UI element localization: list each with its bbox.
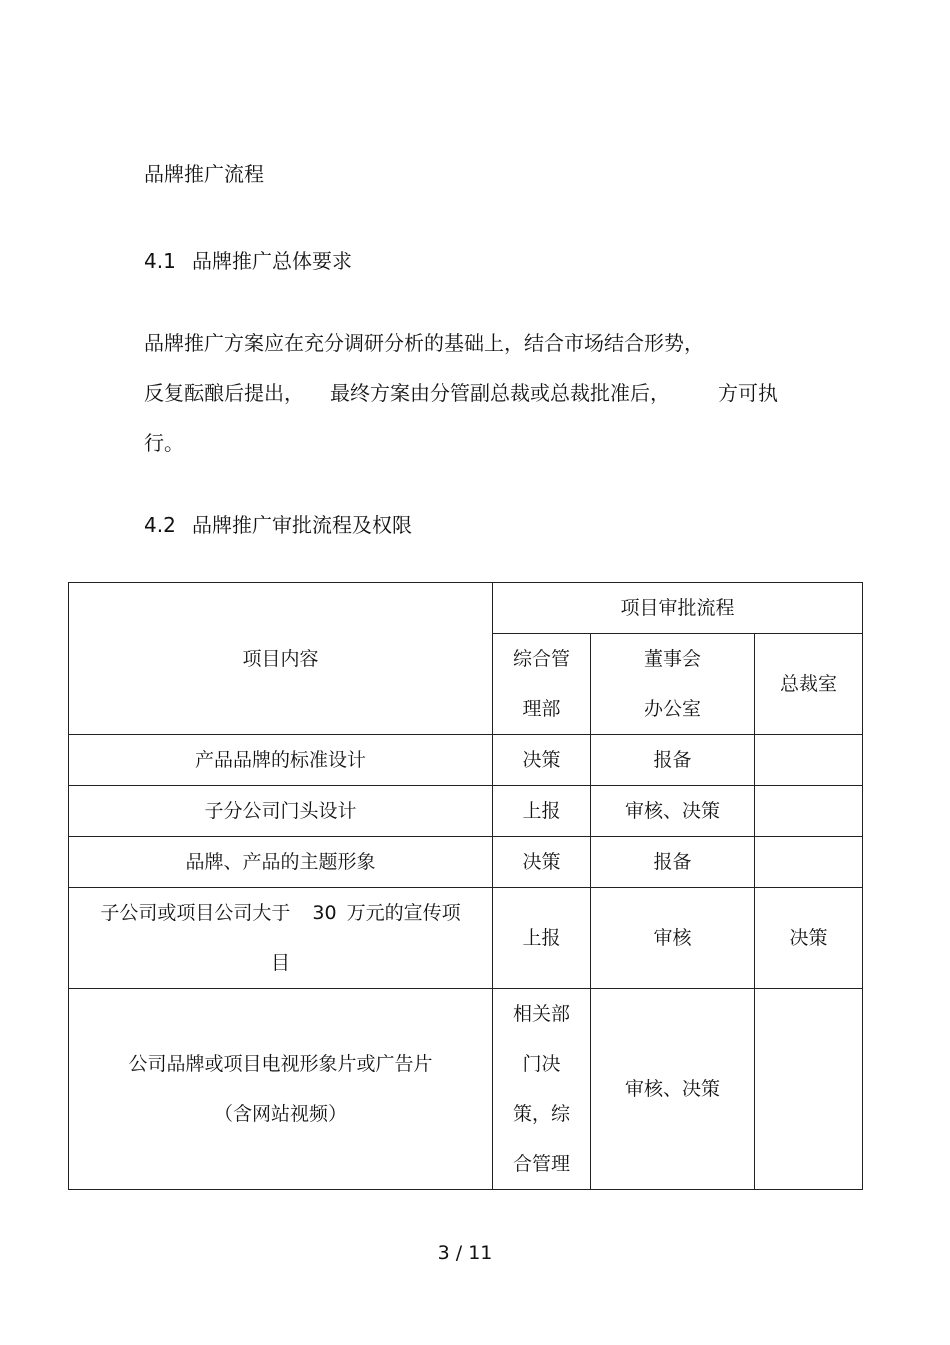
header-dept-board-office: 董事会 办公室: [591, 634, 755, 735]
paragraph-line-2: [144, 381, 778, 405]
section-number: 4.2: [144, 513, 176, 537]
table-row: [69, 989, 863, 1190]
section-title: 品牌推广总体要求: [192, 249, 352, 273]
table-row: [69, 888, 863, 989]
table-row: [69, 837, 863, 888]
table-row: [69, 786, 863, 837]
cell-dept3: [755, 989, 863, 1190]
section-4-1-heading: [144, 249, 352, 273]
section-number: 4.1: [144, 249, 176, 273]
paragraph-segment: 最终方案由分管副总裁或总裁批准后，: [330, 381, 670, 405]
section-title: 品牌推广审批流程及权限: [192, 513, 412, 537]
cell-dept3: [755, 735, 863, 786]
cell-dept2: 报备: [591, 735, 755, 786]
cell-dept2: 审核、决策: [591, 989, 755, 1190]
cell-item: 品牌、产品的主题形象: [69, 837, 493, 888]
doc-title: 品牌推广流程: [144, 162, 264, 186]
paragraph-segment: 方可执: [718, 381, 778, 405]
section-4-2-heading: [144, 513, 412, 537]
cell-item: 子公司或项目公司大于 30 万元的宣传项 目: [69, 888, 493, 989]
cell-dept2: 审核: [591, 888, 755, 989]
paragraph-segment: 反复酝酿后提出，: [144, 381, 304, 405]
cell-item: 产品品牌的标准设计: [69, 735, 493, 786]
table-row: [69, 735, 863, 786]
cell-dept1: 上报: [493, 888, 591, 989]
cell-dept2: 报备: [591, 837, 755, 888]
cell-dept1: 相关部 门决 策，综 合管理: [493, 989, 591, 1190]
page-number: 3 / 11: [437, 1242, 493, 1264]
header-item-content: 项目内容: [69, 583, 493, 735]
cell-dept3: [755, 786, 863, 837]
header-dept-president-office: 总裁室: [755, 634, 863, 735]
paragraph-line-3: 行。: [144, 431, 184, 455]
cell-dept1: 上报: [493, 786, 591, 837]
cell-dept3: 决策: [755, 888, 863, 989]
cell-item: 子分公司门头设计: [69, 786, 493, 837]
cell-dept2: 审核、决策: [591, 786, 755, 837]
cell-dept3: [755, 837, 863, 888]
cell-item: 公司品牌或项目电视形象片或广告片 （含网站视频）: [69, 989, 493, 1190]
paragraph-line-1: 品牌推广方案应在充分调研分析的基础上，结合市场结合形势，: [144, 331, 704, 355]
cell-dept1: 决策: [493, 735, 591, 786]
header-dept-general-management: 综合管 理部: [493, 634, 591, 735]
header-approval-process: 项目审批流程: [493, 583, 863, 634]
cell-dept1: 决策: [493, 837, 591, 888]
approval-table: [68, 582, 863, 1190]
